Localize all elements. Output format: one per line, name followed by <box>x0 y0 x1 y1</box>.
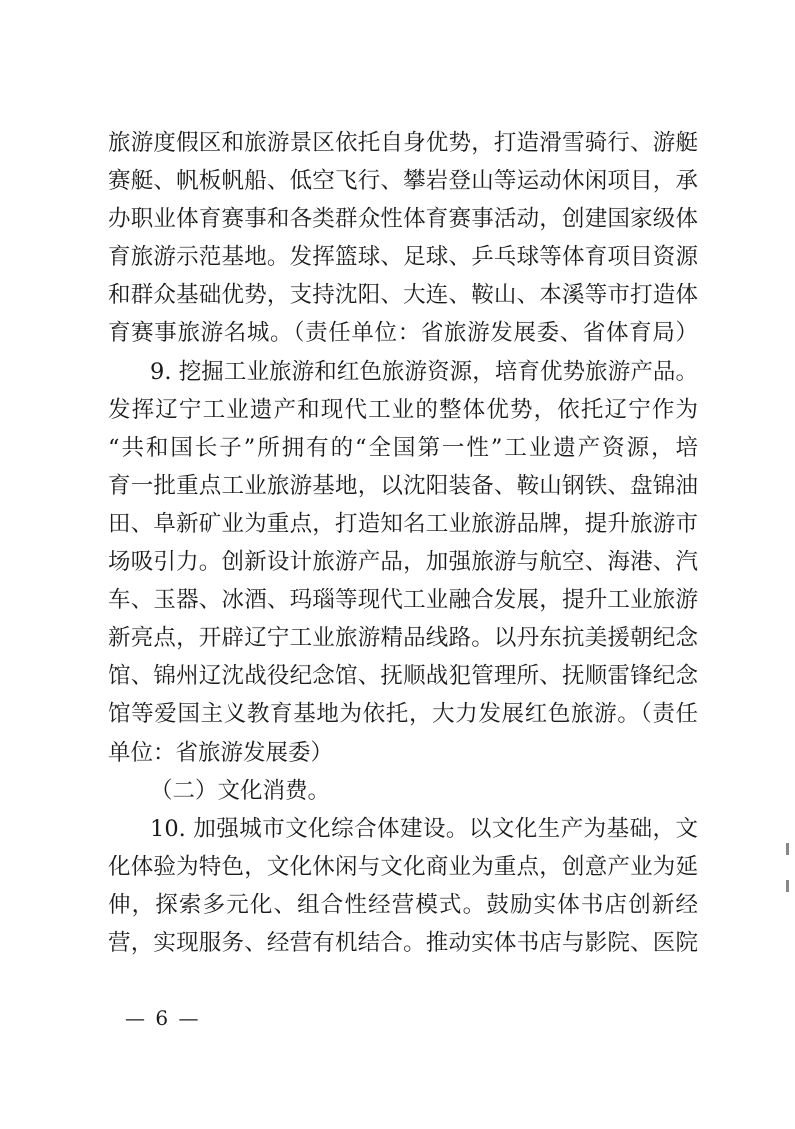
text-line: 赛艇、帆板帆船、低空飞行、攀岩登山等运动休闲项目，承 <box>108 168 698 195</box>
edge-mark <box>786 843 789 855</box>
text-line: 馆等爱国主义教育基地为依托，大力发展红色旅游。（责任 <box>108 701 698 728</box>
text-line: 场吸引力。创新设计旅游产品，加强旅游与航空、海港、汽 <box>108 549 698 576</box>
text-line: 化体验为特色，文化休闲与文化商业为重点，创意产业为延 <box>108 853 698 880</box>
body-text <box>108 124 698 962</box>
text-line: 新亮点，开辟辽宁工业旅游精品线路。以丹东抗美援朝纪念 <box>108 625 698 652</box>
text-line: 车、玉器、冰酒、玛瑙等现代工业融合发展，提升工业旅游 <box>108 587 698 614</box>
page-number: — 6 — <box>125 1006 201 1030</box>
text-line: 馆、锦州辽沈战役纪念馆、抚顺战犯管理所、抚顺雷锋纪念 <box>108 663 698 690</box>
edge-mark <box>786 880 789 892</box>
text-line: 10. 加强城市文化综合体建设。以文化生产为基础，文 <box>150 815 698 842</box>
text-line: 单位：省旅游发展委） <box>108 739 334 766</box>
text-line: 营，实现服务、经营有机结合。推动实体书店与影院、医院 <box>108 929 698 956</box>
text-line: 育旅游示范基地。发挥篮球、足球、乒乓球等体育项目资源 <box>108 244 698 271</box>
text-line: 伸，探索多元化、组合性经营模式。鼓励实体书店创新经 <box>108 891 698 918</box>
text-line: 9. 挖掘工业旅游和红色旅游资源，培育优势旅游产品。 <box>150 358 698 385</box>
text-line: 田、阜新矿业为重点，打造知名工业旅游品牌，提升旅游市 <box>108 510 698 537</box>
text-line: 和群众基础优势，支持沈阳、大连、鞍山、本溪等市打造体 <box>108 282 698 309</box>
text-line: 育一批重点工业旅游基地，以沈阳装备、鞍山钢铁、盘锦油 <box>108 472 698 499</box>
text-line: 办职业体育赛事和各类群众性体育赛事活动，创建国家级体 <box>108 206 698 233</box>
text-line: 育赛事旅游名城。（责任单位：省旅游发展委、省体育局） <box>108 320 698 347</box>
text-line: “共和国长子”所拥有的“全国第一性”工业遗产资源，培 <box>108 434 698 461</box>
text-line: （二）文化消费。 <box>150 777 331 804</box>
text-line: 发挥辽宁工业遗产和现代工业的整体优势，依托辽宁作为 <box>108 396 698 423</box>
text-line: 旅游度假区和旅游景区依托自身优势，打造滑雪骑行、游艇 <box>108 130 698 156</box>
